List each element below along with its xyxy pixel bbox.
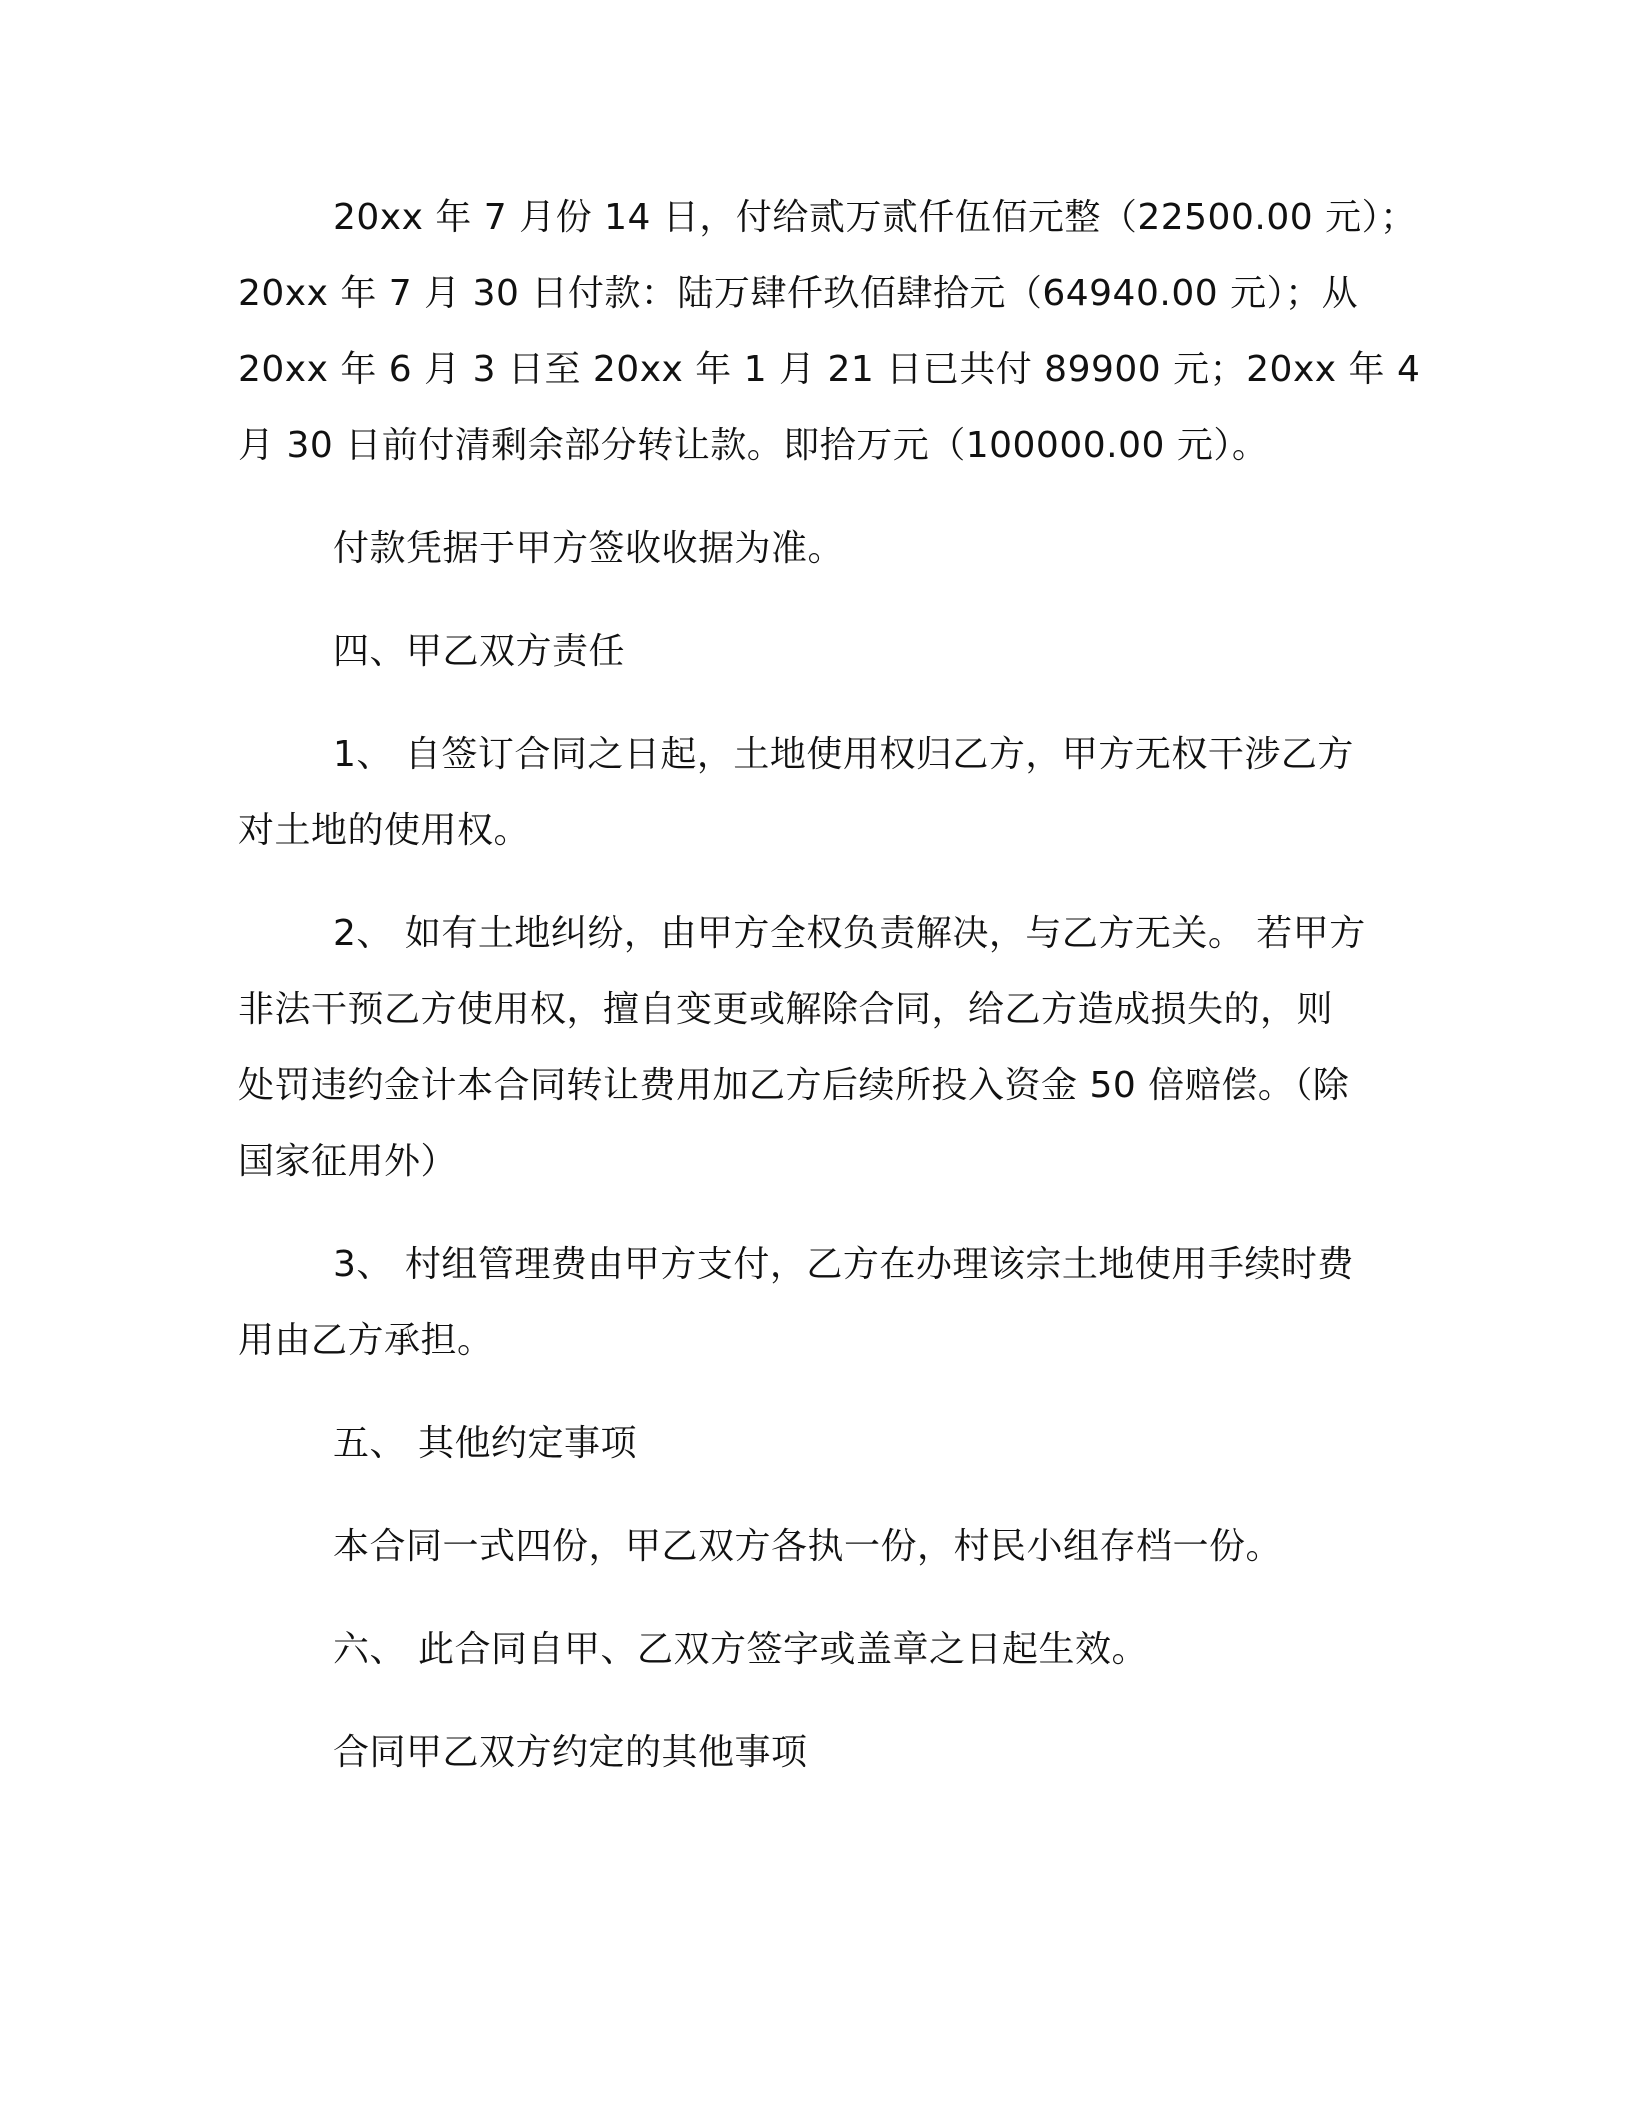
clause-2-line-4: 国家征用外） <box>238 1141 458 1182</box>
section-five-heading: 五、 其他约定事项 <box>333 1423 637 1464</box>
clause-2-line-1: 2、 如有土地纠纷，由甲方全权负责解决，与乙方无关。 若甲方 <box>333 913 1366 954</box>
clause-2-line-3: 处罚违约金计本合同转让费用加乙方后续所投入资金 50 倍赔偿。（除 <box>238 1065 1350 1106</box>
clause-1-line-1: 1、 自签订合同之日起，土地使用权归乙方，甲方无权干涉乙方 <box>333 734 1354 775</box>
copies-clause-text: 本合同一式四份，甲乙双方各执一份，村民小组存档一份。 <box>333 1526 1283 1567</box>
payment-basis-text: 付款凭据于甲方签收收据为准。 <box>333 528 845 569</box>
payment-paragraph-line-4: 月 30 日前付清剩余部分转让款。即拾万元（100000.00 元）。 <box>238 425 1269 466</box>
section-six-text: 六、 此合同自甲、乙双方签字或盖章之日起生效。 <box>333 1629 1148 1670</box>
clause-1-line-2: 对土地的使用权。 <box>238 810 531 851</box>
payment-paragraph-line-3: 20xx 年 6 月 3 日至 20xx 年 1 月 21 日已共付 89900 元；20xx 年 4 <box>238 349 1421 390</box>
clause-2-line-2: 非法干预乙方使用权，擅自变更或解除合同，给乙方造成损失的，则 <box>238 989 1334 1030</box>
other-matters-heading: 合同甲乙双方约定的其他事项 <box>333 1732 808 1773</box>
clause-3-line-2: 用由乙方承担。 <box>238 1320 494 1361</box>
payment-paragraph-line-2: 20xx 年 7 月 30 日付款：陆万肆仟玖佰肆拾元（64940.00 元）；从 <box>238 273 1359 314</box>
section-four-heading: 四、甲乙双方责任 <box>333 631 626 672</box>
payment-paragraph-line-1: 20xx 年 7 月份 14 日，付给贰万贰仟伍佰元整（22500.00 元）； <box>333 197 1417 238</box>
clause-3-line-1: 3、 村组管理费由甲方支付，乙方在办理该宗土地使用手续时费 <box>333 1244 1354 1285</box>
